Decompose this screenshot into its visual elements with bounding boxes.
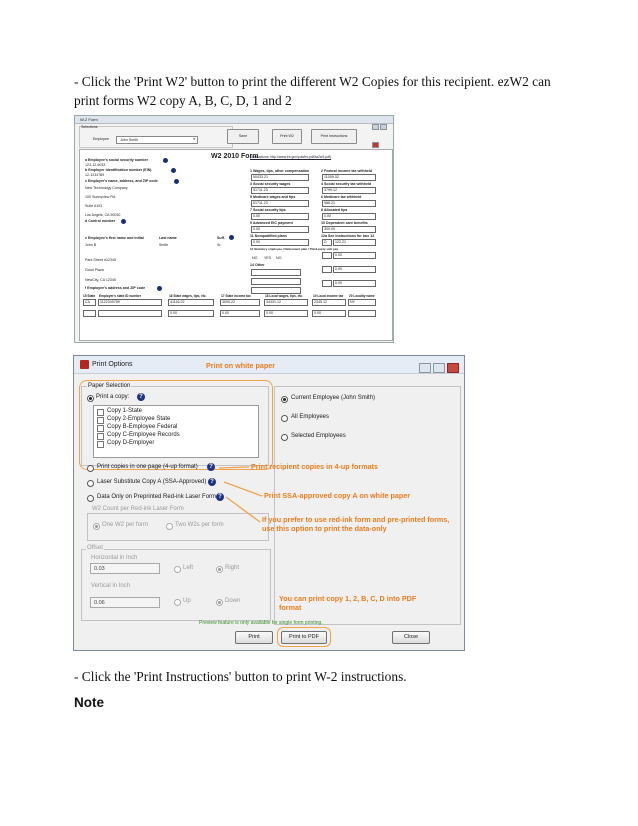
note-heading: Note: [74, 695, 104, 710]
annotation-white-paper: Print on white paper: [206, 361, 276, 370]
row2-localtax: 0.00: [314, 311, 321, 315]
box2-value: 11009.32: [324, 175, 339, 179]
employee-select-value: John Smith: [120, 137, 138, 142]
row1-statewages-input[interactable]: [168, 299, 214, 306]
instruction-paragraph-print-w2: - Click the 'Print W2' button to print the different W2 Copies for this recipient. ezW2 can print forms W2 copy A, B, C, D, 1 and 2: [74, 74, 551, 108]
print-instructions-button[interactable]: Print Instructions: [311, 129, 357, 144]
arrow-4up: [219, 467, 249, 468]
box12c-code-input[interactable]: [322, 266, 332, 273]
employer-line-3[interactable]: Suite #103: [85, 204, 103, 208]
all-employees-label: All Employees: [291, 414, 330, 420]
annotation-4up: Print recipient copies in 4-up formats: [251, 462, 379, 471]
box11-input[interactable]: [251, 239, 309, 246]
close-button[interactable]: Close: [392, 631, 430, 644]
row2-statetax-input[interactable]: [220, 310, 260, 317]
horizontal-label: Horizontal in Inch: [91, 555, 138, 561]
close-icon[interactable]: [372, 142, 379, 148]
row2-localwages-input[interactable]: [264, 310, 308, 317]
box1-value: 50433.21: [253, 175, 268, 179]
box7-input[interactable]: [251, 213, 309, 220]
row1-stateid-input[interactable]: [98, 299, 162, 306]
box4-input[interactable]: [322, 187, 376, 194]
box10-input[interactable]: [322, 226, 376, 233]
row2-statewages: 0.00: [170, 311, 177, 315]
box8-label: 8 Allocated tips: [321, 208, 348, 212]
box13-flag-sickpay[interactable]: NO: [276, 256, 282, 260]
annotation-red-ink: If you prefer to use red-ink form and pre-printed forms, use this option to print the data-only: [262, 515, 450, 533]
instructions-link[interactable]: (Instructions: http://www.irs.gov/pub/irs-pdf/iw2w3.pdf): [250, 155, 332, 159]
suffix-label: Suff.: [217, 236, 225, 240]
row2-state-input[interactable]: [83, 310, 96, 317]
box5-input[interactable]: [251, 200, 309, 207]
employee-last-name[interactable]: Smith: [159, 243, 169, 247]
row2-localtax-input[interactable]: [312, 310, 346, 317]
local-tax-label: 19 Local income tax: [313, 294, 344, 298]
box6-label: 6 Medicare tax withheld: [321, 195, 362, 199]
box5-label: 5 Medicare wages and tips: [250, 195, 296, 199]
form-title: W2 2010 Form: [211, 153, 259, 160]
box1-input[interactable]: [251, 174, 309, 181]
employee-address-3[interactable]: NewCity, CA 12345: [85, 278, 116, 282]
ein-value[interactable]: 12-1234789: [85, 173, 105, 177]
box13-label: 13 Statutory employee / Retirement plan / Third-party sick pay: [250, 247, 339, 251]
help-icon[interactable]: ?: [216, 493, 224, 501]
box8-value: 0.00: [324, 214, 331, 218]
box14-label: 14 Other: [250, 263, 265, 267]
box6-value: 988.21: [324, 201, 335, 205]
help-icon[interactable]: [174, 179, 179, 184]
employer-line-4[interactable]: Los Angels, CA 90030: [85, 213, 121, 217]
locality-label: 20 Locality name: [349, 294, 375, 298]
box3-value: 51711.23: [253, 188, 268, 192]
box8-input[interactable]: [322, 213, 376, 220]
box14-input-1[interactable]: [251, 269, 301, 276]
print-button[interactable]: Print: [235, 631, 273, 644]
local-wages-label: 18 Local wages, tips, etc.: [265, 294, 304, 298]
ssa-copy-label: Laser Substitute Copy A (SSA-Approved): [97, 479, 207, 485]
row1-localwages-input[interactable]: [264, 299, 308, 306]
box1-label: 1 Wages, tips, other compensation: [250, 169, 310, 173]
arrow-ssa: [224, 482, 262, 496]
box2-input[interactable]: [322, 174, 376, 181]
control-number-label: d Control number: [85, 219, 116, 223]
box12d-code-input[interactable]: [322, 280, 332, 287]
box2-label: 2 Federal income tax withheld: [321, 169, 373, 173]
copy-b-label: Copy B-Employee Federal: [107, 424, 178, 430]
employee-first-name[interactable]: John B: [85, 243, 97, 247]
box12a-input[interactable]: [333, 239, 376, 246]
box12c-input[interactable]: [333, 266, 376, 273]
copy-2-label: Copy 2-Employee State: [107, 416, 171, 422]
row2-locality-input[interactable]: [348, 310, 376, 317]
two-w2-label: Two W2s per form: [175, 522, 224, 528]
selections-label: Selections: [81, 125, 98, 129]
row1-statetax-input[interactable]: [220, 299, 260, 306]
box14-input-3[interactable]: [251, 287, 301, 294]
row1-locality: NY: [350, 300, 355, 304]
instruction-paragraph-print-instructions: - Click the 'Print Instructions' button to print W-2 instructions.: [74, 669, 407, 684]
print-a-copy-label: Print a copy:: [96, 394, 130, 400]
print-to-pdf-button[interactable]: Print to PDF: [281, 631, 327, 644]
annotation-arrows: [74, 356, 466, 652]
box13-flag-statutory[interactable]: NO: [252, 256, 258, 260]
vertical-label: Vertical in Inch: [91, 583, 131, 589]
annotation-pdf: You can print copy 1, 2, B, C, D into PDF format: [279, 594, 417, 612]
box3-input[interactable]: [251, 187, 309, 194]
help-icon[interactable]: ?: [137, 393, 145, 401]
annotation-ssa: Print SSA-approved copy A on white paper: [264, 491, 411, 500]
box7-value: 0.00: [253, 214, 260, 218]
print-options-dialog-screenshot: [73, 355, 465, 651]
row1-locality-input[interactable]: [348, 299, 376, 306]
row1-stateid: 1122349789: [100, 300, 120, 304]
help-icon[interactable]: ?: [207, 463, 215, 471]
row2-stateid-input[interactable]: [98, 310, 162, 317]
up-label: Up: [183, 598, 191, 604]
save-button[interactable]: Save: [227, 129, 259, 144]
box12b-code-input[interactable]: [322, 252, 332, 259]
copy-c-label: Copy C-Employee Records: [107, 432, 180, 438]
box12d-value: 0.00: [335, 281, 342, 285]
box12a-code-input[interactable]: [322, 239, 332, 246]
box7-label: 7 Social security tips: [250, 208, 286, 212]
box9-value: 0.00: [253, 227, 260, 231]
window-controls: [371, 117, 391, 122]
box12b-input[interactable]: [333, 252, 376, 259]
offset-label: Offset: [87, 545, 103, 551]
employee-address-1[interactable]: Park Street #12345: [85, 258, 116, 262]
row1-statewages: 41116.22: [170, 300, 185, 304]
preprinted-form-label: Data Only on Preprinted Red-ink Laser Form: [97, 494, 217, 500]
box3-label: 3 Social security wages: [250, 182, 291, 186]
box10-value: 300.00: [324, 227, 335, 231]
row2-statetax: 0.00: [222, 311, 229, 315]
box12d-input[interactable]: [333, 280, 376, 287]
employee-name-label: e Employee's first name and initial: [85, 236, 144, 240]
box10-label: 10 Dependent care benefits: [321, 221, 368, 225]
state-wages-label: 16 State wages, tips, etc.: [169, 294, 207, 298]
box11-value: 0.00: [253, 240, 260, 244]
employee-select[interactable]: [116, 136, 198, 144]
right-label: Right: [225, 565, 240, 571]
row1-statetax: 3000.22: [222, 300, 235, 304]
horizontal-input[interactable]: 0.03: [90, 563, 160, 574]
box12b-value: 0.00: [335, 253, 342, 257]
box5-value: 51711.23: [253, 201, 268, 205]
box13-flag-retirement[interactable]: YES: [264, 256, 272, 260]
paper-selection-label: Paper Selection: [88, 383, 131, 389]
state-tax-label: 17 State income tax: [221, 294, 251, 298]
maximize-icon[interactable]: [380, 124, 387, 130]
box12a-code: D: [324, 240, 327, 244]
one-w2-label: One W2 per form: [102, 522, 149, 528]
row1-localtax-input[interactable]: [312, 299, 346, 306]
ssn-label: a Employee's social security number: [85, 158, 148, 162]
last-name-label: Last name: [159, 236, 177, 240]
w2-window-title: W-2 Form: [80, 117, 98, 122]
w2-form-window-screenshot: [74, 115, 394, 343]
employee-label: Employee: [93, 137, 109, 141]
left-label: Left: [183, 565, 194, 571]
dialog-title: Print Options: [92, 361, 133, 368]
box12-label: 12a See instructions for box 12: [321, 234, 375, 238]
help-icon[interactable]: [121, 219, 126, 224]
employer-line-2[interactable]: 100 Sunnyview Rd.: [85, 195, 116, 199]
pdf-highlight-box: [277, 627, 331, 647]
help-icon[interactable]: [157, 286, 162, 291]
copy-d-label: Copy D-Employer: [107, 440, 155, 446]
row1-localtax: 2345.12: [314, 300, 327, 304]
state-id-label: Employer's state ID number: [99, 294, 142, 298]
row2-localwages: 0.00: [266, 311, 273, 315]
ein-label: b Employer identification number (EIN): [85, 168, 152, 172]
box12c-value: 0.00: [335, 267, 342, 271]
employee-address-label: f Employee's address and ZIP code: [85, 286, 146, 290]
row1-state: CA: [85, 300, 90, 304]
box11-label: 11 Nonqualified plans: [250, 234, 287, 238]
box9-label: 9 Advanced EIC payment: [250, 221, 293, 225]
chevron-down-icon: ▾: [193, 137, 195, 141]
print-w2-button[interactable]: Print W2: [272, 129, 302, 144]
row2-statewages-input[interactable]: [168, 310, 214, 317]
copy-1-label: Copy 1-State: [107, 408, 143, 414]
box14-input-2[interactable]: [251, 278, 301, 285]
vertical-input[interactable]: 0.06: [90, 597, 160, 608]
down-label: Down: [225, 598, 241, 604]
current-employee-label: Current Employee (John Smith): [291, 395, 376, 401]
selected-employees-label: Selected Employees: [291, 433, 346, 439]
box9-input[interactable]: [251, 226, 309, 233]
box6-input[interactable]: [322, 200, 376, 207]
preview-note: Preview feature is only available for single form printing.: [199, 620, 323, 626]
state-label: 15 State: [83, 294, 96, 298]
employer-line-1[interactable]: New Technology Company: [85, 186, 128, 190]
help-icon[interactable]: [163, 158, 168, 163]
employee-suffix[interactable]: Sr.: [217, 243, 222, 247]
help-icon[interactable]: ?: [208, 478, 216, 486]
arrow-red-ink: [226, 497, 260, 522]
w2-count-label: W2 Count per Red-ink Laser Form: [92, 506, 184, 512]
w2-window-titlebar: [75, 116, 393, 124]
row1-state-input[interactable]: [83, 299, 96, 306]
4up-format-label: Print copies in one page (4-up format): [97, 464, 198, 470]
employee-address-2[interactable]: Good Plaza: [85, 268, 104, 272]
box12a-value: 122.21: [335, 240, 346, 244]
minimize-icon[interactable]: [372, 124, 379, 130]
employer-label: c Employer's name, address, and ZIP code: [85, 179, 158, 183]
row1-localwages: 34331.12: [266, 300, 281, 304]
box4-value: 3799.12: [324, 188, 337, 192]
box4-label: 4 Social security tax withheld: [321, 182, 372, 186]
help-icon[interactable]: [229, 235, 234, 240]
ssn-value[interactable]: 123-12-9033: [85, 163, 106, 167]
help-icon[interactable]: [171, 168, 176, 173]
